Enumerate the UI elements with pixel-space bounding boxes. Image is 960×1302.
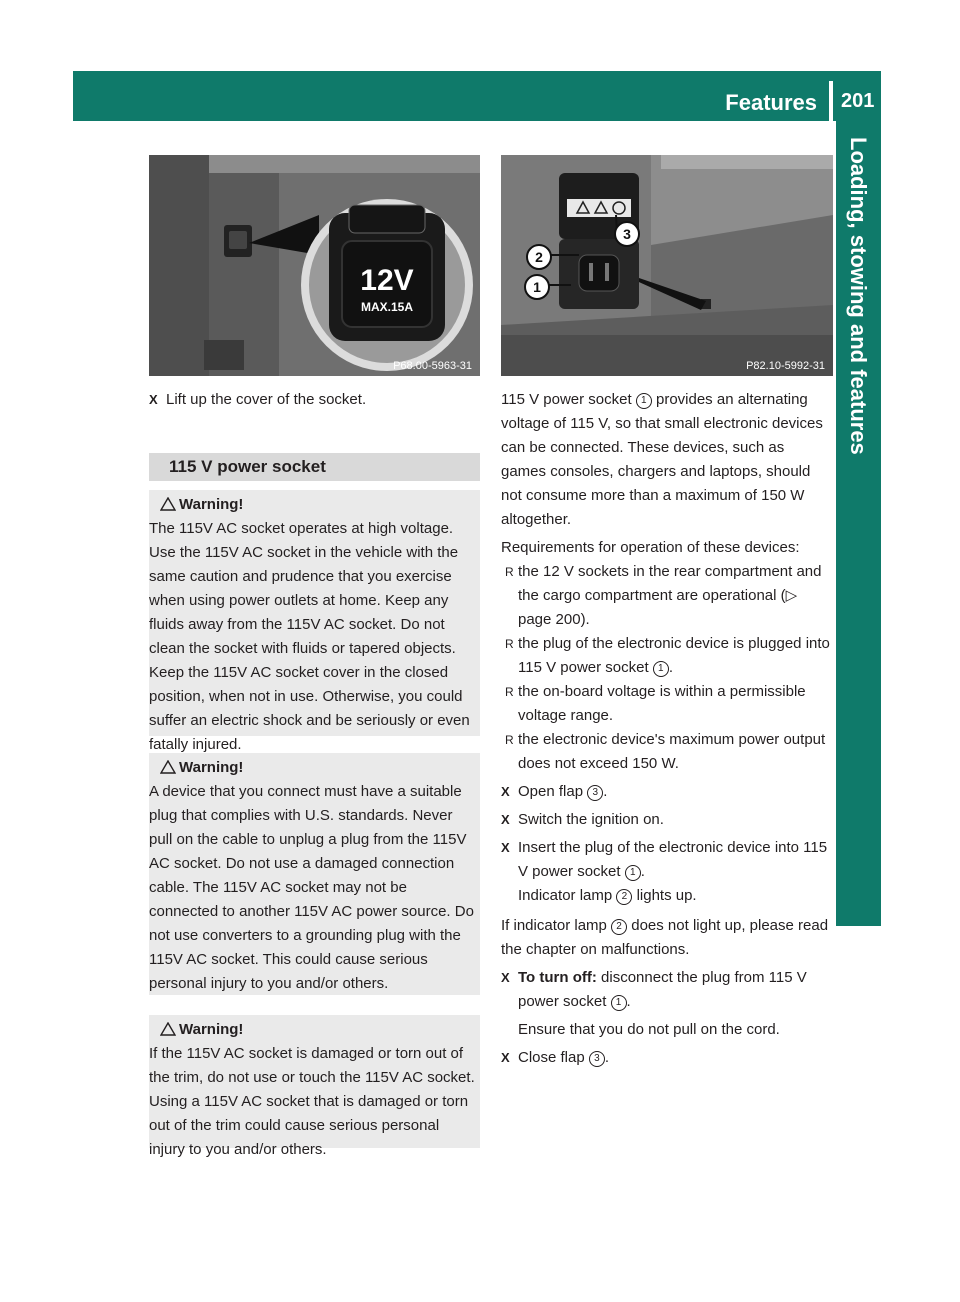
callout-3: 3 [623, 226, 631, 242]
socket-rating-label: MAX.15A [360, 300, 414, 314]
ref-circle-3: 3 [587, 785, 603, 801]
header-divider [829, 81, 833, 121]
photo-115v-socket-illustration [501, 155, 833, 376]
requirement-item: R the on-board voltage is within a permissible voltage range. [501, 680, 833, 728]
ref-circle-1: 1 [653, 661, 669, 677]
requirements-heading: Requirements for operation of these devices: [501, 539, 800, 556]
header-title: Features [725, 90, 817, 115]
warning-triangle-icon [160, 760, 176, 774]
warning-box-1 [149, 490, 480, 753]
chapter-label: Loading, stowing and features [846, 137, 871, 455]
photo-code: P68.00-5963-31 [393, 360, 472, 372]
cord-note: Ensure that you do not pull on the cord. [518, 1021, 780, 1038]
malfunction-note: If indicator lamp 2 does not light up, please read the chapter on malfunctions. [501, 917, 829, 958]
intro-paragraph: 115 V power socket 1 provides an alternating voltage of 115 V, so that small electronic devices can be connected. These devices, such as games consoles, chargers and laptops, should not consume more than a maximum of 150 W altogether. [501, 391, 823, 528]
photo-12v-socket-illustration [149, 155, 480, 376]
right-column-text [501, 388, 833, 1070]
photo-code: P82.10-5992-31 [746, 360, 825, 372]
warning-text: The 115V AC socket operates at high voltage. Use the 115V AC socket in the vehicle with the same caution and prudence that you exercise when using power outlets at home. Keep any fluids away from the 115V AC socket. Do not clean the socket with fluids or tapered objects. Keep the 115V AC socket cover in the closed position, when not in use. Otherwise, you could suffer an electric shock and be seriously or even fatally injured. [149, 520, 470, 753]
warning-box-3 [149, 1015, 480, 1158]
warning-text: If the 115V AC socket is damaged or torn out of the trim, do not use or touch the 115V AC socket. Using a 115V AC socket that is damaged or torn out of the trim could cause serious personal injury to you and/or others. [149, 1045, 475, 1158]
socket-voltage-label: 12V [360, 264, 414, 297]
step-close-flap: X Close flap 3 . [501, 1046, 833, 1070]
warning-text: A device that you connect must have a suitable plug that complies with U.S. standards. Never pull on the cable to unplug a plug from the 115V AC socket. Do not use a damaged connection cable. The 115V AC socket may not be connected to another 115V AC power source. Do not use converters to a grounding plug with the 115V AC socket. This could cause serious personal injury to you and/or others. [149, 783, 474, 992]
warning-title: Warning! [149, 493, 480, 517]
warning-title: Warning! [149, 1018, 480, 1042]
section-title: 115 V power socket [149, 453, 480, 481]
ref-circle-3: 3 [589, 1051, 605, 1067]
ref-circle-1: 1 [636, 393, 652, 409]
photo-115v-socket [501, 155, 833, 376]
step-insert-plug: X Insert the plug of the electronic device into 115 V power socket 1 . [501, 836, 833, 884]
photo-12v-socket [149, 155, 480, 376]
step-turn-off: X To turn off: disconnect the plug from 115 V power socket 1 . [501, 966, 833, 1014]
warning-title: Warning! [149, 756, 480, 780]
page-ref-link[interactable]: page 200). [518, 611, 590, 628]
chapter-sidebar [836, 121, 881, 881]
ref-circle-2: 2 [616, 889, 632, 905]
ref-circle-1: 1 [625, 865, 641, 881]
step-ignition: X Switch the ignition on. [501, 808, 833, 832]
step-text: X Lift up the cover of the socket. [149, 388, 480, 412]
callout-1: 1 [533, 279, 541, 295]
warning-triangle-icon [160, 497, 176, 511]
requirement-item: R the plug of the electronic device is plugged into 115 V power socket 1 . [501, 632, 833, 680]
warning-box-2 [149, 753, 480, 995]
ref-circle-2: 2 [611, 919, 627, 935]
callout-2: 2 [535, 249, 543, 265]
chapter-tab-marker [836, 881, 881, 926]
warning-triangle-icon [160, 1022, 176, 1036]
step-open-flap: X Open flap 3 . [501, 780, 833, 804]
ref-circle-1: 1 [611, 995, 627, 1011]
requirement-item: R the electronic device's maximum power output does not exceed 150 W. [501, 728, 833, 776]
page-number: 201 [841, 90, 875, 112]
requirement-item: R the 12 V sockets in the rear compartment and the cargo compartment are operational (▷ page 200). [501, 560, 833, 632]
indicator-result: Indicator lamp 2 lights up. [518, 887, 697, 904]
page-ref-arrow-icon: ▷ [785, 587, 798, 604]
step-lift-cover [149, 388, 480, 412]
page-header [73, 71, 881, 121]
